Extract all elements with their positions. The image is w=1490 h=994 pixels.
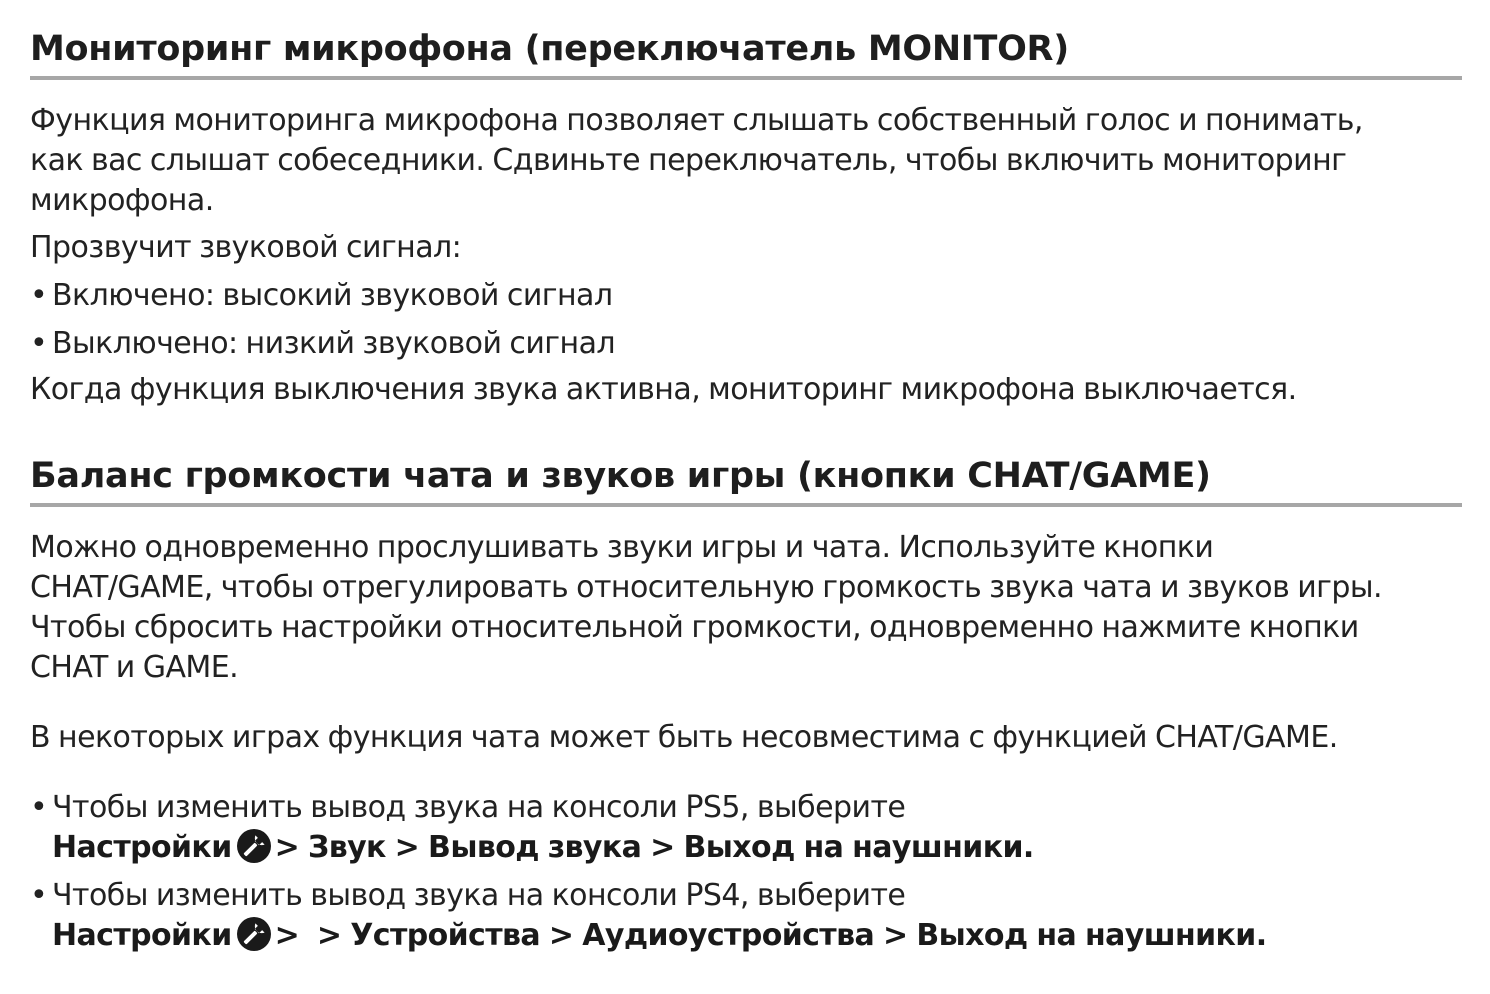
intro-line: микрофона. [30,183,214,218]
intro-line: CHAT и GAME. [30,650,239,685]
bullet-dot: • [30,278,48,313]
settings-label: Настройки [52,830,232,865]
intro-line: Функция мониторинга микрофона позволяет слышать собственный голос и понимать, [30,103,1363,138]
intro-line: CHAT/GAME, чтобы отрегулировать относительную громкость звука чата и звуков игры. [30,570,1382,605]
bullet-dot: • [30,326,48,361]
list-item-text: Включено: высокий звуковой сигнал [52,278,613,313]
bullet-dot: • [30,878,48,913]
section-chat-game-balance [30,454,1462,956]
list-item [30,324,1462,364]
settings-path [30,828,1462,868]
settings-label: Настройки [52,918,232,953]
section-title: Баланс громкости чата и звуков игры (кнопки CHAT/GAME) [30,456,1211,496]
list-item [30,276,1462,316]
section-title: Мониторинг микрофона (переключатель MONITOR) [30,29,1069,69]
intro-paragraph [30,528,1462,688]
settings-path-text: > Звук > Вывод звука > Выход на наушники. [274,830,1034,865]
settings-path [30,916,1462,956]
mute-note: Когда функция выключения звука активна, мониторинг микрофона выключается. [30,372,1297,407]
list-item-text: Чтобы изменить вывод звука на консоли PS5, выберите [52,790,906,825]
intro-line: как вас слышат собеседники. Сдвиньте переключатель, чтобы включить мониторинг [30,143,1347,178]
intro-paragraph [30,101,1462,221]
list-item-text: Чтобы изменить вывод звука на консоли PS4, выберите [52,878,906,913]
list-item [30,788,1462,828]
section-divider [30,503,1462,507]
bullet-dot: • [30,790,48,825]
intro-line: Можно одновременно прослушивать звуки игры и чата. Используйте кнопки [30,530,1214,565]
settings-path-text: > > Устройства > Аудиоустройства > Выход на наушники. [274,918,1267,953]
list-item [30,876,1462,916]
list-item-ps4 [30,876,1462,956]
beep-label: Прозвучит звуковой сигнал: [30,230,462,265]
document-page [30,0,1462,956]
wrench-icon [236,828,272,864]
list-item-ps5 [30,788,1462,868]
compat-note: В некоторых играх функция чата может быть несовместима с функцией CHAT/GAME. [30,720,1338,755]
wrench-icon [236,916,272,952]
intro-line: Чтобы сбросить настройки относительной громкости, одновременно нажмите кнопки [30,610,1359,645]
section-divider [30,76,1462,80]
list-item-text: Выключено: низкий звуковой сигнал [52,326,616,361]
section-mic-monitoring [30,27,1462,410]
